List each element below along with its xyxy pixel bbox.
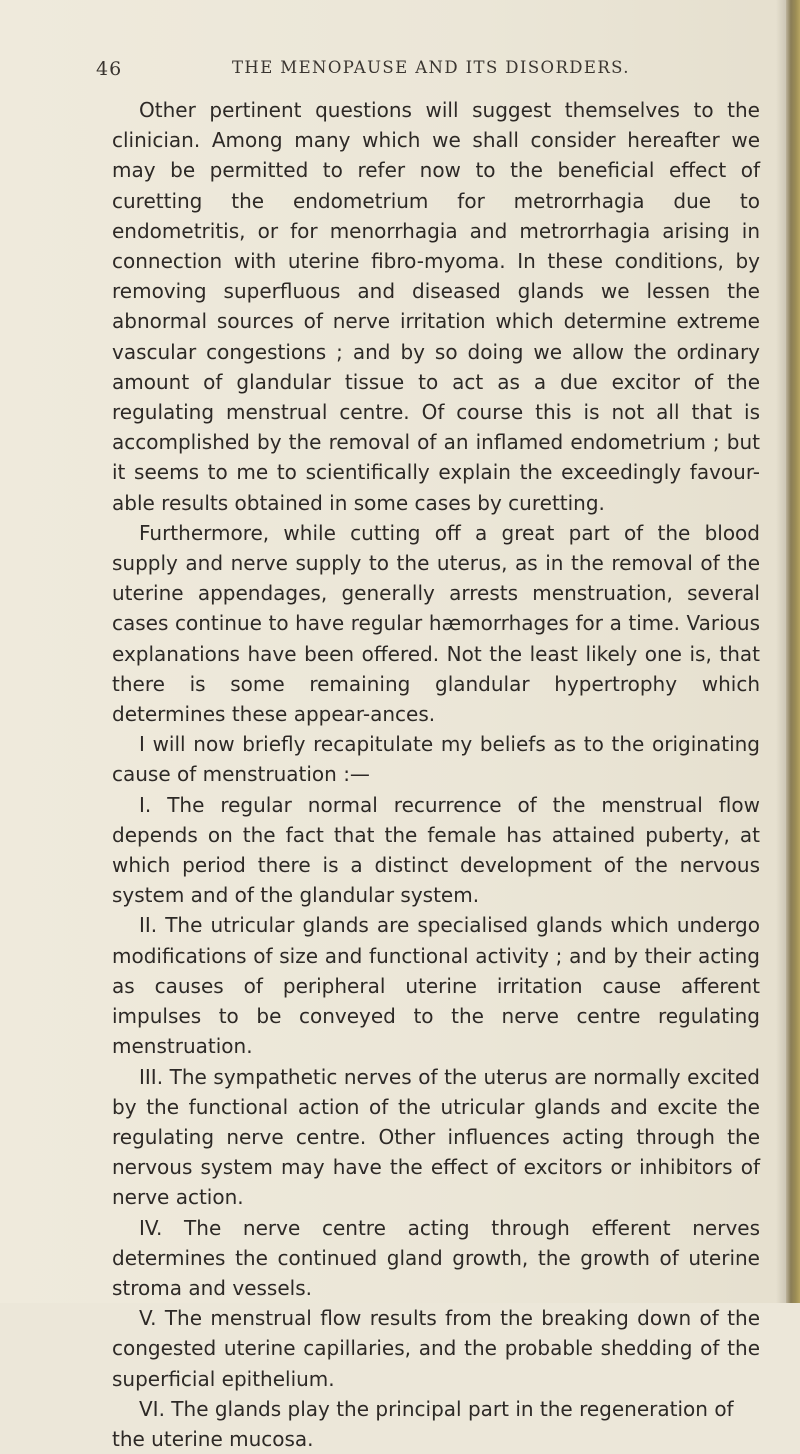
recap-item-3: III. The sympathetic nerves of the uterus are normally excited by the functional action of the utricular glands and excite the regulating nerve centre. Other influences acting through the nervous system may have the effect of excitors or inhibitors of nerve action. xyxy=(112,1064,760,1210)
recap-item-6: VI. The glands play the principal part in the regeneration of the uterine mucosa. xyxy=(112,1396,734,1451)
recap-item-2: II. The utricular glands are specialised glands which undergo modifications of size and functional activity ; and by their acting as causes of peripheral uterine irritation cause afferent impulses to be conveyed to the nerve centre regulating menstruation. xyxy=(112,913,760,1059)
recap-item-5: V. The menstrual flow results from the breaking down of the congested uterine capillaries, and the probable shedding of the superficial epithelium. xyxy=(112,1306,760,1391)
paragraph-2: Furthermore, while cutting off a great part of the blood supply and nerve supply to the uterus, as in the removal of the uterine appendages, generally arrests menstruation, several cases continue to have regular hæmorrhages for a time. Various explanations have been offered. Not the least likely one is, that there is some remaining glandular hypertrophy which determines these appear-ances. xyxy=(112,520,760,727)
body-text xyxy=(112,95,760,1454)
page-gutter-shadow xyxy=(776,0,786,1303)
paragraph-3: I will now briefly recapitulate my beliefs as to the originating cause of menstruation :— xyxy=(112,732,760,787)
page-number: 46 xyxy=(96,58,123,80)
recap-item-4: IV. The nerve centre acting through efferent nerves determines the continued gland growth, the growth of uterine stroma and vessels. xyxy=(112,1215,760,1300)
recap-item-1: I. The regular normal recurrence of the menstrual flow depends on the fact that the female has attained puberty, at which period there is a distinct development of the nervous system and of the glandular system. xyxy=(112,792,760,908)
running-title: THE MENOPAUSE AND ITS DISORDERS. xyxy=(232,58,630,77)
page-edge xyxy=(786,0,800,1303)
paragraph-1: Other pertinent questions will suggest themselves to the clinician. Among many which we shall consider hereafter we may be permitted to refer now to the beneficial effect of curetting the endometrium for metrorrhagia due to endometritis, or for menorrhagia and metrorrhagia arising in connection with uterine fibro-myoma. In these conditions, by removing superfluous and diseased glands we lessen the abnormal sources of nerve irritation which determine extreme vascular congestions ; and by so doing we allow the ordinary amount of glandular tissue to act as a due excitor of the regulating menstrual centre. Of course this is not all that is accomplished by the removal of an inflamed endometrium ; but it seems to me to scientifically explain the exceedingly favour-able results obtained in some cases by curetting. xyxy=(112,98,760,515)
